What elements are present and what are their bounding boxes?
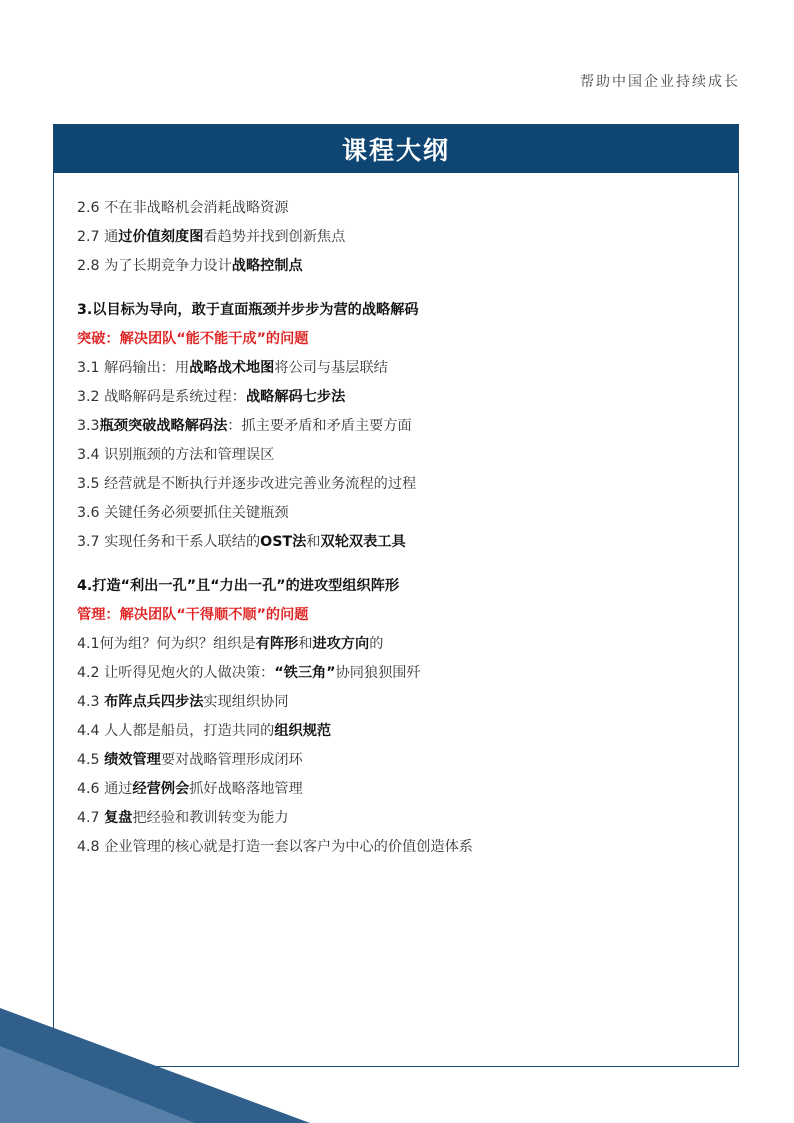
highlight-text: 战略战术地图	[189, 360, 275, 376]
outline-item	[77, 194, 728, 223]
outline-item	[77, 412, 728, 441]
section-heading	[77, 572, 728, 601]
item-text: 和	[298, 636, 313, 652]
item-text: 3.3	[77, 418, 100, 434]
item-text: 突破：解决团队“能不能干成”的问题	[77, 331, 309, 347]
item-text: 看趋势并找到创新焦点	[203, 229, 346, 245]
highlight-text: 有阵形	[255, 636, 299, 652]
outline-header	[54, 125, 738, 173]
outline-item	[77, 499, 728, 528]
item-text: 3.7 实现任务和干系人联结的	[77, 534, 261, 550]
highlight-text: 组织规范	[274, 723, 332, 739]
item-text: 和	[306, 534, 321, 550]
highlight-text: 过价值刻度图	[118, 229, 204, 245]
item-text: 3.4 识别瓶颈的方法和管理误区	[77, 447, 275, 463]
item-text: 2.7 通	[77, 229, 119, 245]
item-text: 4.3	[77, 694, 105, 710]
outline-item	[77, 252, 728, 281]
item-text: 的	[369, 636, 384, 652]
outline-item	[77, 354, 728, 383]
outline-item	[77, 383, 728, 412]
outline-title: 课程大纲	[341, 136, 450, 165]
highlight-text: 布阵点兵四步法	[104, 694, 204, 710]
outline-item	[77, 833, 728, 862]
item-text: ：抓主要矛盾和矛盾主要方面	[227, 418, 412, 434]
item-text: 管理：解决团队“干得顺不顺”的问题	[77, 607, 309, 623]
item-text: 3.6 关键任务必须要抓住关键瓶颈	[77, 505, 289, 521]
item-text: 3.1 解码输出：用	[77, 360, 190, 376]
item-text: 4.打造“利出一孔”且“力出一孔”的进攻型组织阵形	[77, 578, 400, 594]
section-heading	[77, 296, 728, 325]
highlight-text: “铁三角”	[274, 665, 336, 681]
item-text: 抓好战略落地管理	[189, 781, 303, 797]
highlight-text: 战略控制点	[231, 258, 303, 274]
outline-item	[77, 775, 728, 804]
tagline: 帮助中国企业持续成长	[580, 74, 740, 90]
outline-item	[77, 223, 728, 252]
item-text: 4.8 企业管理的核心就是打造一套以客户为中心的价值创造体系	[77, 839, 473, 855]
item-text: 把经验和教训转变为能力	[132, 810, 289, 826]
corner-decoration	[0, 1008, 310, 1123]
outline-item	[77, 470, 728, 499]
item-text: 4.2 让听得见炮火的人做决策：	[77, 665, 275, 681]
highlight-text: 战略解码七步法	[245, 389, 346, 405]
section-gap	[77, 281, 728, 296]
highlight-text: 经营例会	[132, 781, 190, 797]
section-subtitle	[77, 325, 728, 354]
section-gap	[77, 557, 728, 572]
highlight-text: 双轮双表工具	[320, 534, 406, 550]
outline-item	[77, 659, 728, 688]
highlight-text: 复盘	[104, 810, 133, 826]
item-text: 3.以目标为导向，敢于直面瓶颈并步步为营的战略解码	[77, 302, 419, 318]
item-text: 4.7	[77, 810, 105, 826]
highlight-text: 绩效管理	[104, 752, 161, 768]
item-text: 3.5 经营就是不断执行并逐步改进完善业务流程的过程	[77, 476, 417, 492]
highlight-text: 进攻方向	[312, 636, 370, 652]
section-subtitle	[77, 601, 728, 630]
highlight-text: 瓶颈突破战略解码法	[99, 418, 228, 434]
outline-item	[77, 746, 728, 775]
item-text: 4.4 人人都是船员，打造共同的	[77, 723, 275, 739]
highlight-text: OST法	[260, 534, 307, 550]
item-text: 协同狼狈围歼	[335, 665, 421, 681]
item-text: 要对战略管理形成闭环	[160, 752, 303, 768]
item-text: 4.5	[77, 752, 105, 768]
outline-item	[77, 688, 728, 717]
item-text: 4.6 通过	[77, 781, 133, 797]
outline-content	[77, 194, 728, 862]
outline-item	[77, 717, 728, 746]
outline-frame	[53, 124, 739, 1067]
outline-item	[77, 630, 728, 659]
item-text: 4.1何为组？何为织？组织是	[77, 636, 256, 652]
outline-item	[77, 441, 728, 470]
item-text: 2.8 为了长期竞争力设计	[77, 258, 232, 274]
outline-item	[77, 804, 728, 833]
item-text: 将公司与基层联结	[274, 360, 388, 376]
item-text: 3.2 战略解码是系统过程：	[77, 389, 246, 405]
outline-item	[77, 528, 728, 557]
item-text: 实现组织协同	[203, 694, 289, 710]
item-text: 2.6 不在非战略机会消耗战略资源	[77, 200, 289, 216]
